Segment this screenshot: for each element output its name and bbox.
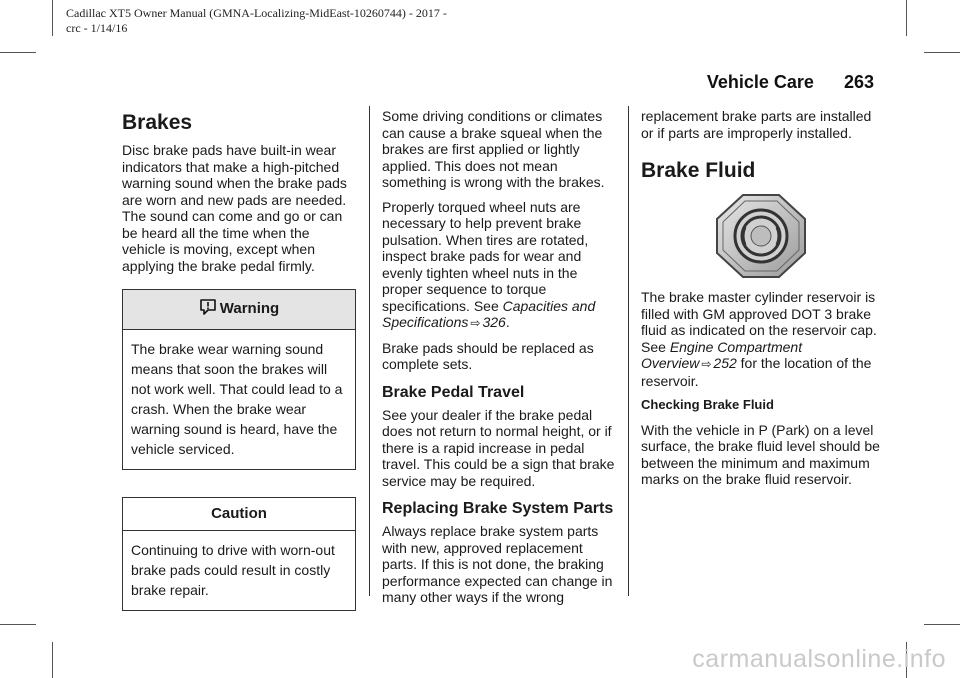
caution-box [122,497,356,612]
caution-text: Continuing to drive with worn-out brake pads could result in costly brake repair. [131,542,335,598]
page-number: 263 [843,72,874,92]
heading-brake-pedal-travel: Brake Pedal Travel [382,383,525,401]
engine-compartment-link[interactable]: Engine Compartment Overview [641,338,803,371]
heading-checking-brake-fluid: Checking Brake Fluid [641,397,774,412]
watermark: carmanualsonline.info [692,645,946,673]
column-1 [122,108,356,611]
crop-mark [52,642,53,678]
document-meta [66,6,447,36]
meta-line-1: Cadillac XT5 Owner Manual (GMNA-Localizing-MidEast-10260744) - 2017 - [66,6,447,20]
warning-text: The brake wear warning sound means that soon the brakes will not work well. That could lead to a crash. When the brake wear warning sound is heard, have the vehicle serviced. [131,340,343,457]
crop-mark [924,52,960,53]
column-2 [382,108,616,614]
section-name: Vehicle Care [706,72,814,92]
pads-paragraph: Brake pads should be replaced as complete sets. [382,339,594,372]
continued-paragraph: replacement brake parts are installed or if parts are improperly installed. [641,108,872,141]
brake-fluid-cap-icon [641,193,881,279]
brakes-intro: Disc brake pads have built-in wear indicators that make a high-pitched warning sound when the brake pads are worn and new pads are needed. The sound can come and go or can be heard all the time when the vehicle is moving, except when applying the brake pedal firmly. [122,142,347,274]
warning-speech-icon [199,298,217,321]
capacities-link[interactable]: Capacities and Specifications [382,297,596,330]
warning-header [123,290,355,330]
reference-arrow-icon: ⇨ [701,357,712,371]
column-divider [369,106,370,596]
warning-label: Warning [219,300,280,317]
section-title-brakes: Brakes [122,111,193,134]
warning-box [122,289,356,470]
column-divider [628,106,629,596]
checking-paragraph: With the vehicle in P (Park) on a level surface, the brake fluid level should be between the minimum and maximum marks on the brake fluid reservoir. [641,421,880,487]
reference-arrow-icon: ⇨ [470,316,481,330]
crop-mark [924,624,960,625]
crop-mark [0,52,36,53]
reservoir-text: The brake master cylinder reservoir is filled with GM approved DOT 3 brake fluid as indicated on the reservoir cap. See [641,289,877,355]
crop-mark [52,0,53,36]
replace-paragraph: Always replace brake system parts with new, approved replacement parts. If this is not done, the braking performance expected can change in many other ways if the wrong [382,523,613,605]
caution-header: Caution [123,498,355,532]
reservoir-paragraph [641,289,881,389]
heading-replacing-parts: Replacing Brake System Parts [382,500,614,517]
reservoir-tail: for the location of the reservoir. [641,355,872,389]
squeal-paragraph: Some driving conditions or climates can cause a brake squeal when the brakes are first applied or lightly applied. This does not mean something is wrong with the brakes. [382,108,605,190]
section-title-brake-fluid: Brake Fluid [641,159,756,182]
engine-compartment-page-ref[interactable]: 252 [713,355,737,371]
pedal-paragraph: See your dealer if the brake pedal does not return to normal height, or if there is a rapid increase in pedal travel. This could be a sign that brake service may be required. [382,406,615,489]
crop-mark [0,624,36,625]
torque-paragraph: Properly torqued wheel nuts are necessary to help prevent brake pulsation. When tires are rotated, inspect brake pads for wear and evenly tighten wheel nuts in the proper sequence to torque specifications. See Capacities and Specifications ⇨ 326. [382,198,596,330]
column-3 [641,108,881,496]
crop-mark [906,0,907,36]
running-head [707,72,874,93]
capacities-page-ref[interactable]: 326 [482,314,506,330]
torque-text: Properly torqued wheel nuts are necessary to help prevent brake pulsation. When tires are rotated, inspect brake pads for wear and evenly tighten wheel nuts in the proper sequence to torque specifications. See [382,198,589,314]
meta-line-2: crc - 1/14/16 [66,21,128,35]
